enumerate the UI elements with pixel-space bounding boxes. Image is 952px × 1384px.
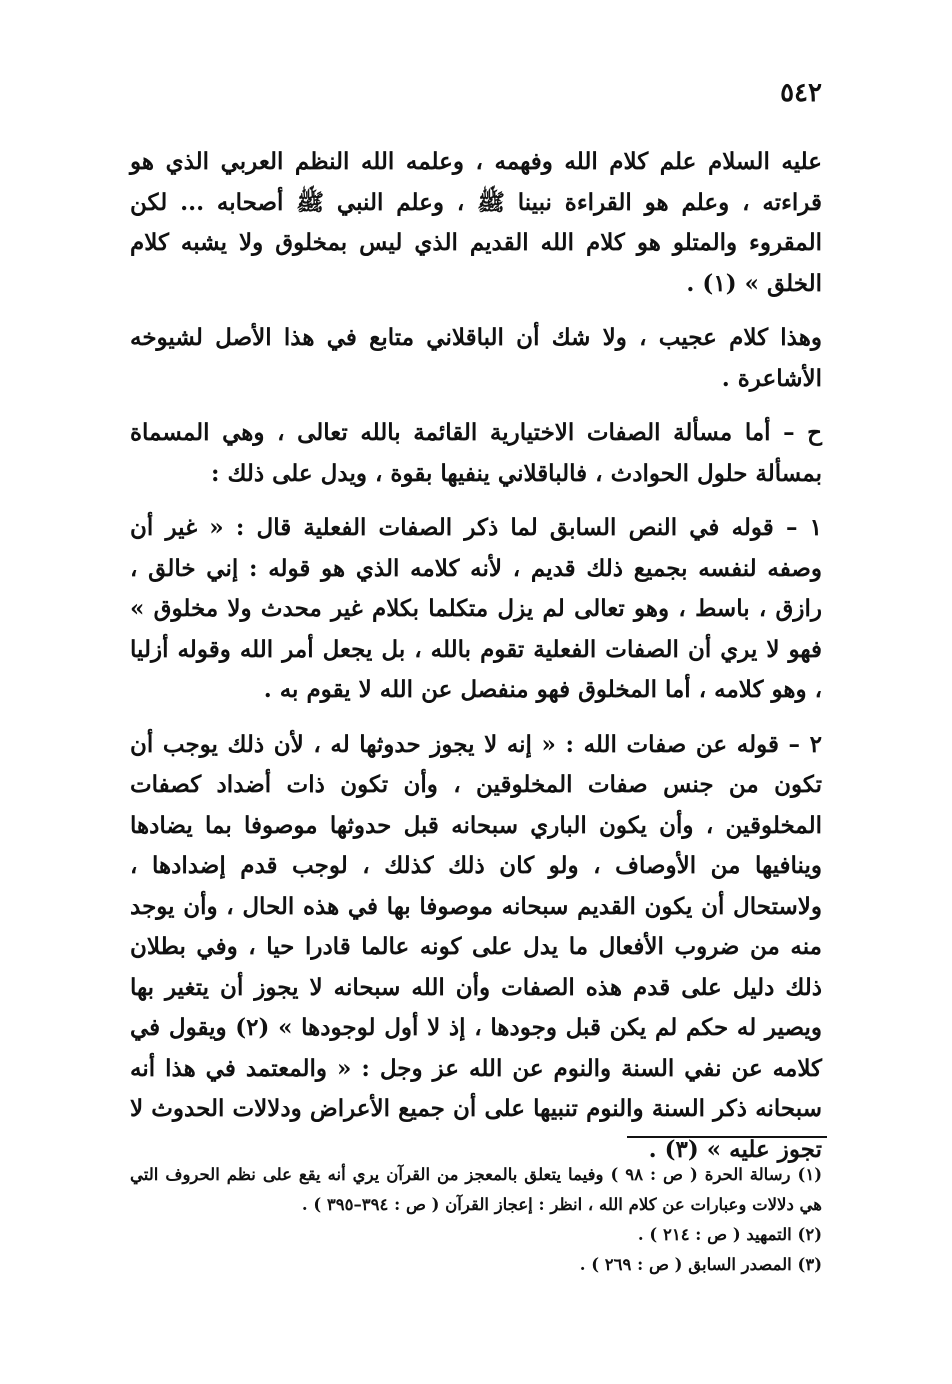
footnote-2: (٢) التمهيد ( ص : ٢١٤ ) .	[637, 1225, 822, 1244]
footnote-1: (١) رسالة الحرة ( ص : ٩٨ ) وفيما يتعلق بالمعجز من القرآن يري أنه يقع على نظم الحروف التي هي دلالات وعبارات عن كلام الله ، انظر : إعجاز القرآن ( ص : ٣٩٤–٣٩٥ ) .	[130, 1165, 822, 1214]
paragraph-2: وهذا كلام عجيب ، ولا شك أن الباقلاني متابع في هذا الأصل لشيوخه الأشاعرة .	[130, 324, 822, 392]
page-number: ٥٤٢	[780, 78, 822, 108]
paragraph-1: عليه السلام علم كلام الله وفهمه ، وعلمه الله النظم العربي الذي هو قراءته ، وعلم هو القراءة نبينا ﷺ ، وعلم النبي ﷺ أصحابه ... لكن المقروء والمتلو هو كلام الله القديم الذي ليس بمخلوق ولا يشبه كلام الخلق » (١) .	[130, 148, 822, 297]
main-text	[130, 142, 822, 1184]
footnote-divider	[627, 1136, 827, 1138]
footnotes	[130, 1160, 822, 1280]
paragraph-3: ح – أما مسألة الصفات الاختيارية القائمة بالله تعالى ، وهي المسماة بمسألة حلول الحوادث ، فالباقلاني ينفيها بقوة ، ويدل على ذلك :	[130, 419, 822, 487]
paragraph-5: ٢ – قوله عن صفات الله : « إنه لا يجوز حدوثها له ، لأن ذلك يوجب أن تكون من جنس صفات المخلوقين ، وأن تكون ذات أضداد كصفات المخلوقين ، وأن يكون الباري سبحانه قبل حدوثها موصوفا بما يضادها وينافيها من الأوصاف ، ولو كان ذلك كذلك ، لوجب قدم إضدادها ، ولاستحال أن يكون القديم سبحانه موصوفا بها في هذه الحال ، وأن يوجد منه من ضروب الأفعال ما يدل على كونه عالما قادرا حيا ، وفي بطلان ذلك دليل على قدم هذه الصفات وأن الله سبحانه لا يجوز أن يتغير بها ويصير له حكم لم يكن قبل وجودها ، إذ لا أول لوجودها » (٢) ويقول في كلامه عن نفي السنة والنوم عن الله عز وجل : « والمعتمد في هذا أنه سبحانه ذكر السنة والنوم تنبيها على أن جميع الأعراض ودلالات الحدوث لا تجوز عليه » (٣) .	[130, 730, 822, 1163]
footnote-3: (٣) المصدر السابق ( ص : ٢٦٩ ) .	[579, 1255, 822, 1274]
paragraph-4: ١ – قوله في النص السابق لما ذكر الصفات الفعلية قال : « غير أن وصفه لنفسه بجميع ذلك قديم ، لأنه كلامه الذي هو قوله : إني خالق ، رازق ، باسط ، وهو تعالى لم يزل متكلما بكلام غير محدث ولا مخلوق » فهو لا يري أن الصفات الفعلية تقوم بالله ، بل يجعل أمر الله وقوله أزليا ، وهو كلامه ، أما المخلوق فهو منفصل عن الله لا يقوم به .	[130, 514, 822, 703]
